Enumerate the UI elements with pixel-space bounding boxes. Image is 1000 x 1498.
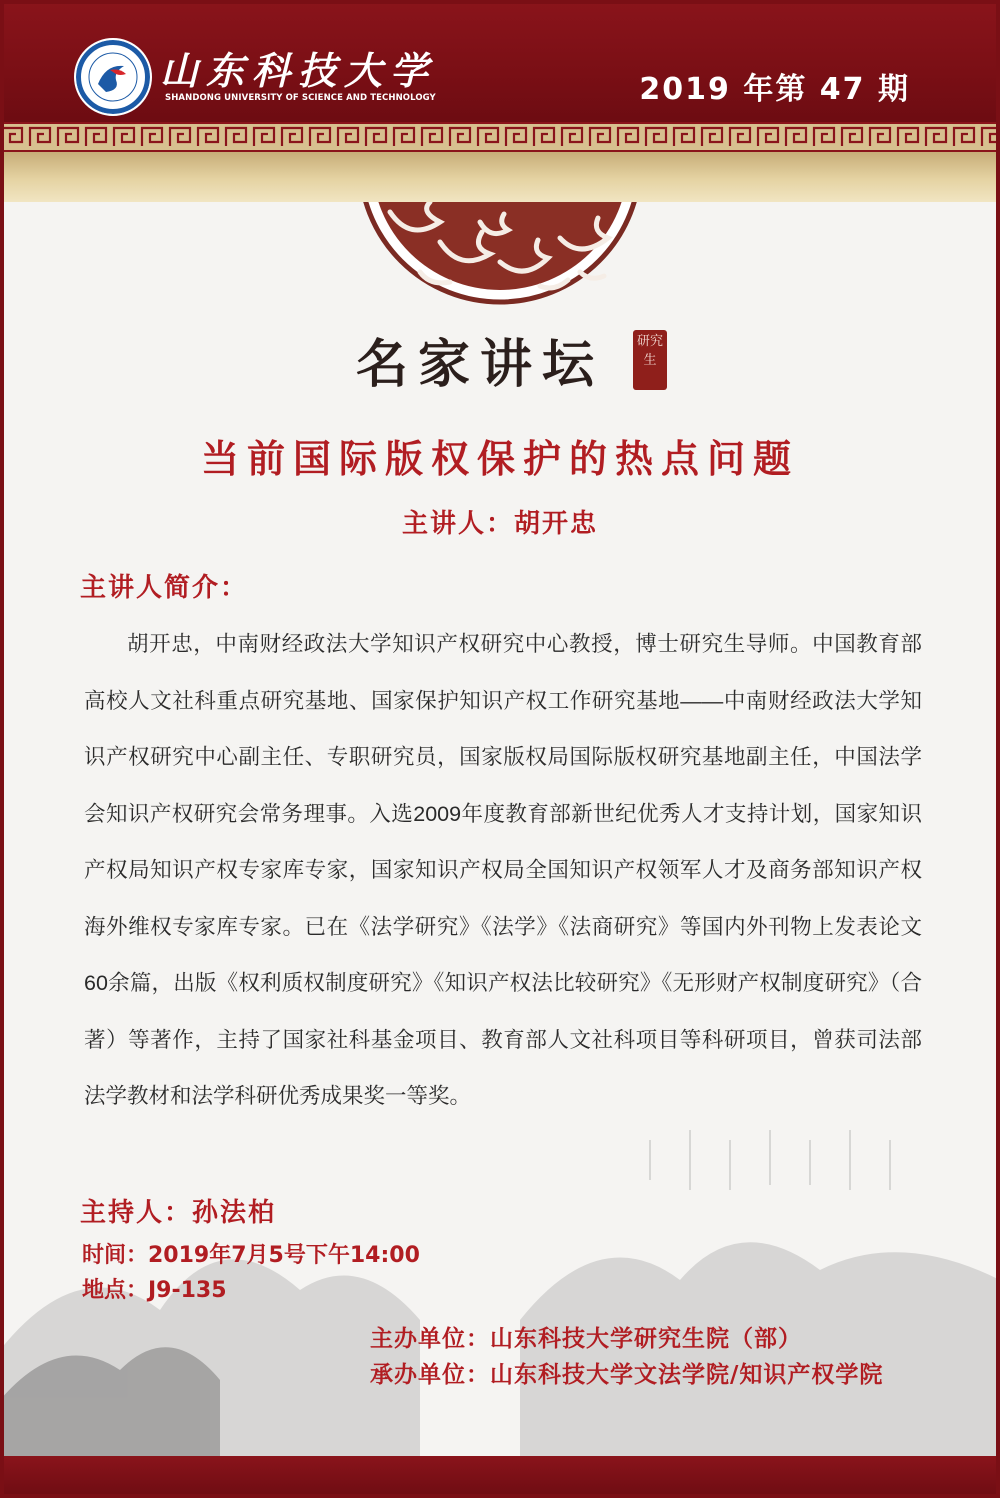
event-place: 地点：J9-135 (82, 1278, 227, 1303)
co-organizer: 承办单位：山东科技大学文法学院/知识产权学院 (370, 1362, 884, 1388)
issue-number: 2019 年第 47 期 (639, 72, 910, 107)
graduate-seal-stamp: 研究生 (633, 330, 667, 390)
speaker-name: 主讲人：胡开忠 (401, 509, 598, 539)
event-time: 时间：2019年7月5号下午14:00 (82, 1243, 420, 1268)
lecture-title: 当前国际版权保护的热点问题 (200, 437, 799, 481)
university-emblem-icon (74, 38, 152, 116)
bio-heading: 主讲人简介： (80, 573, 249, 603)
speaker-bio: 胡开忠，中南财经政法大学知识产权研究中心教授，博士研究生导师。中国教育部高校人文社科重点研究基地、国家保护知识产权工作研究基地——中南财经政法大学知识产权研究中心副主任、专职研究员，国家版权局国际版权研究基地副主任，中国法学会知识产权研究会常务理事。入选2009年度教育部新世纪优秀人才支持计划，国家知识产权局知识产权专家库专家，国家知识产权局全国知识产权领军人才及商务部知识产权海外维权专家库专家。已在《法学研究》《法学》《法商研究》等国内外刊物上发表论文60余篇，出版《权利质权制度研究》《知识产权法比较研究》《无形财产权制度研究》（合著）等著作，主持了国家社科基金项目、教育部人文社科项目等科研项目，曾获司法部法学教材和法学科研优秀成果奖一等奖。 (84, 632, 922, 1108)
forum-title: 名家讲坛 (355, 334, 604, 395)
university-name-cn: 山东科技大学 (160, 48, 437, 93)
greek-key-border (0, 122, 1000, 152)
header-band (0, 0, 1000, 122)
cloud-medallion-ornament (330, 202, 670, 306)
gold-band (0, 152, 1000, 202)
footer-band (0, 1456, 1000, 1498)
host-name: 主持人：孙法柏 (80, 1198, 277, 1228)
organizer: 主办单位：山东科技大学研究生院（部） (370, 1326, 802, 1352)
university-name-en: SHANDONG UNIVERSITY OF SCIENCE AND TECHNOLOGY (165, 93, 436, 103)
